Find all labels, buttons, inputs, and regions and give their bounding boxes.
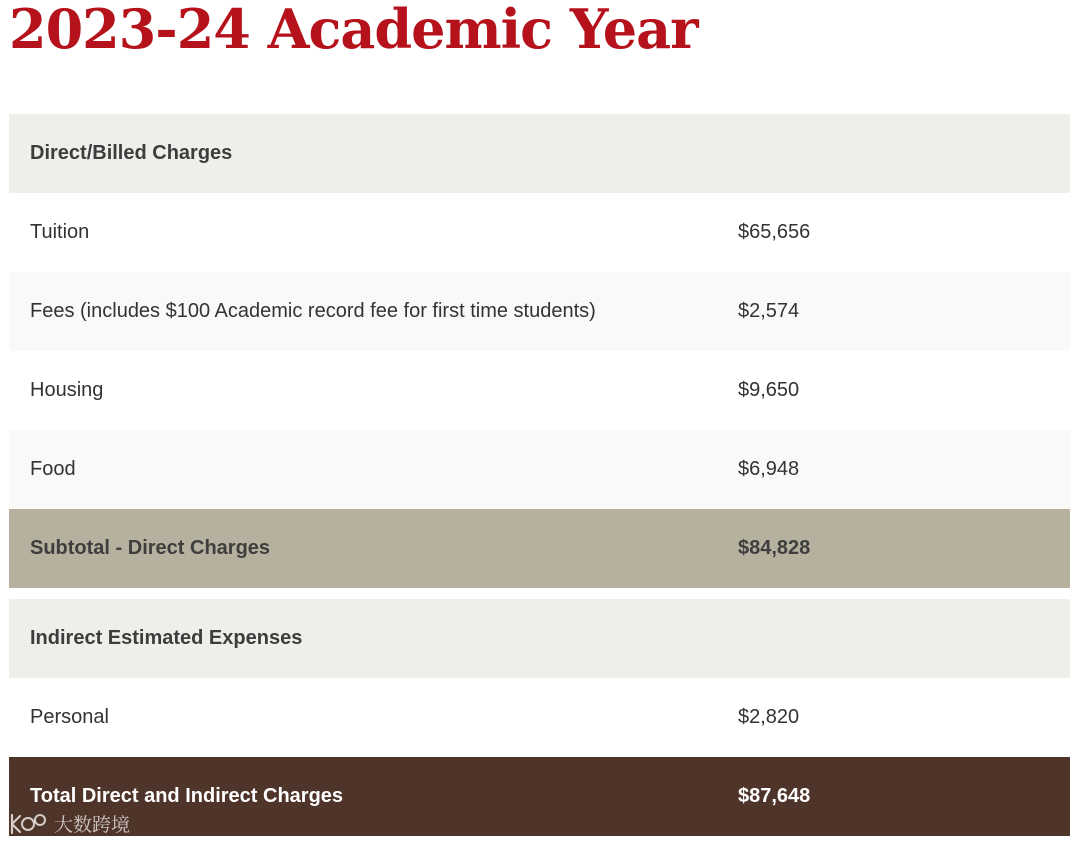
row-label: Personal: [30, 706, 109, 728]
charges-table: [9, 114, 1070, 836]
section-header-direct: [9, 114, 1070, 193]
row-label: Housing: [30, 379, 104, 401]
row-label: Food: [30, 458, 76, 480]
row-amount: $9,650: [738, 379, 800, 401]
section-heading: Indirect Estimated Expenses: [30, 627, 303, 649]
table-row-food: [9, 430, 1070, 509]
section-header-indirect: [9, 599, 1070, 678]
table-row-personal: [9, 678, 1070, 757]
watermark: [8, 810, 130, 837]
row-amount: $2,820: [738, 706, 800, 728]
section-divider: [9, 588, 1070, 599]
row-label: Fees (includes $100 Academic record fee for first time students): [30, 300, 596, 322]
total-label: Total Direct and Indirect Charges: [30, 785, 344, 807]
subtotal-label: Subtotal - Direct Charges: [30, 537, 271, 559]
watermark-text: 大数跨境: [54, 814, 131, 836]
row-label: Tuition: [30, 221, 90, 243]
subtotal-amount: $84,828: [738, 537, 811, 559]
table-row-housing: [9, 351, 1070, 430]
total-row: [9, 757, 1070, 836]
table-row-tuition: [9, 193, 1070, 272]
row-amount: $65,656: [738, 221, 811, 243]
subtotal-row: [9, 509, 1070, 588]
page-title: 2023-24 Academic Year: [9, 0, 698, 61]
row-amount: $2,574: [738, 300, 800, 322]
row-amount: $6,948: [738, 458, 800, 480]
table-row-fees: [9, 272, 1070, 351]
total-amount: $87,648: [738, 785, 811, 807]
section-heading: Direct/Billed Charges: [30, 142, 233, 164]
watermark-logo-icon: [8, 811, 52, 837]
